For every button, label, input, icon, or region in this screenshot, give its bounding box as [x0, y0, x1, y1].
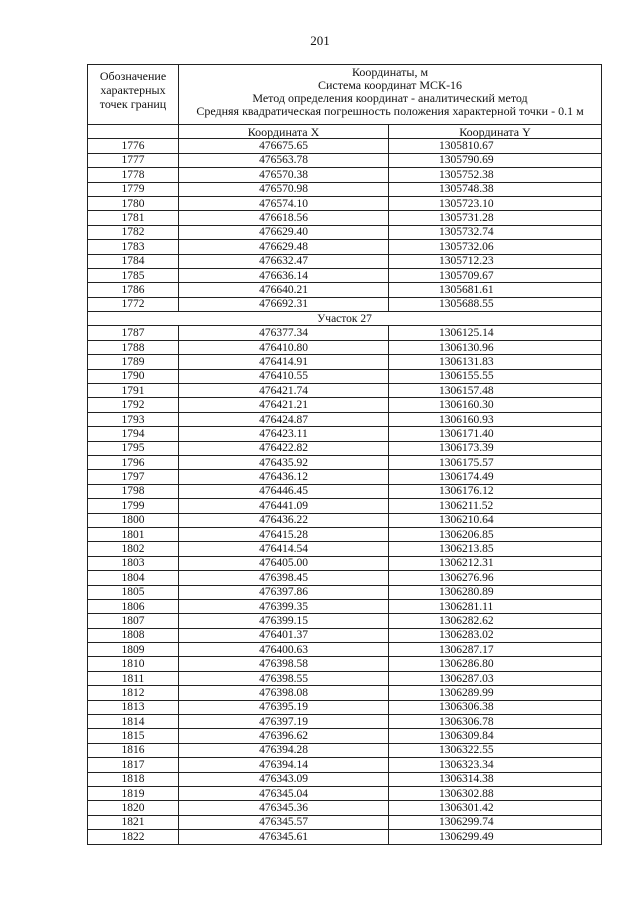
coordinate-y-cell: 1306281.11	[389, 599, 602, 613]
table-row	[88, 225, 602, 239]
coordinate-y-cell: 1306286.80	[389, 657, 602, 671]
table-row	[88, 211, 602, 225]
table-row	[88, 686, 602, 700]
table-row	[88, 599, 602, 613]
coordinate-x-cell: 476421.74	[179, 384, 389, 398]
coordinate-y-cell: 1306287.03	[389, 671, 602, 685]
point-id-cell: 1820	[88, 801, 179, 815]
coordinate-y-cell: 1305810.67	[389, 139, 602, 153]
coordinate-y-cell: 1306289.99	[389, 686, 602, 700]
point-id-cell: 1796	[88, 455, 179, 469]
table-row	[88, 786, 602, 800]
coordinate-x-cell: 476629.48	[179, 240, 389, 254]
table-row	[88, 671, 602, 685]
table-row	[88, 384, 602, 398]
coordinate-y-cell: 1306309.84	[389, 729, 602, 743]
coordinate-y-cell: 1305748.38	[389, 182, 602, 196]
coordinate-x-cell: 476632.47	[179, 254, 389, 268]
point-id-cell: 1801	[88, 527, 179, 541]
point-id-cell: 1787	[88, 326, 179, 340]
table-row	[88, 254, 602, 268]
point-id-cell: 1776	[88, 139, 179, 153]
coordinate-y-cell: 1306322.55	[389, 743, 602, 757]
coordinate-y-cell: 1306282.62	[389, 614, 602, 628]
point-id-cell: 1782	[88, 225, 179, 239]
table-row	[88, 412, 602, 426]
point-id-cell: 1806	[88, 599, 179, 613]
table-row	[88, 729, 602, 743]
point-id-cell: 1792	[88, 398, 179, 412]
coordinate-y-cell: 1306302.88	[389, 786, 602, 800]
coordinate-y-cell: 1306160.30	[389, 398, 602, 412]
coordinate-y-cell: 1306173.39	[389, 441, 602, 455]
point-id-cell: 1819	[88, 786, 179, 800]
coordinate-y-cell: 1306160.93	[389, 412, 602, 426]
point-id-cell: 1822	[88, 830, 179, 844]
coordinate-y-cell: 1306314.38	[389, 772, 602, 786]
table-row	[88, 182, 602, 196]
coordinate-y-cell: 1306299.74	[389, 815, 602, 829]
coordinate-x-cell: 476394.14	[179, 758, 389, 772]
coordinate-y-cell: 1306280.89	[389, 585, 602, 599]
coordinate-y-cell: 1305731.28	[389, 211, 602, 225]
coordinate-y-cell: 1306155.55	[389, 369, 602, 383]
point-label-line: характерных	[100, 83, 166, 97]
table-row	[88, 398, 602, 412]
coordinate-x-cell: 476640.21	[179, 283, 389, 297]
coordinate-y-cell: 1305712.23	[389, 254, 602, 268]
coordinate-x-cell: 476397.19	[179, 715, 389, 729]
coordinate-x-cell: 476345.61	[179, 830, 389, 844]
coordinate-x-cell: 476394.28	[179, 743, 389, 757]
coords-title-line: Метод определения координат - аналитический метод	[252, 91, 528, 105]
coords-title-line: Система координат МСК-16	[317, 78, 463, 92]
point-id-cell: 1808	[88, 628, 179, 642]
column-header-x: Координата X	[179, 125, 389, 139]
point-id-cell: 1818	[88, 772, 179, 786]
coordinate-x-cell: 476675.65	[179, 139, 389, 153]
point-id-cell: 1781	[88, 211, 179, 225]
coordinate-y-cell: 1305732.06	[389, 240, 602, 254]
coordinate-y-cell: 1305723.10	[389, 196, 602, 210]
table-row	[88, 801, 602, 815]
coordinate-x-cell: 476636.14	[179, 268, 389, 282]
point-id-cell: 1789	[88, 355, 179, 369]
coordinate-y-cell: 1306131.83	[389, 355, 602, 369]
coordinate-x-cell: 476399.35	[179, 599, 389, 613]
coordinate-x-cell: 476574.10	[179, 196, 389, 210]
point-id-cell: 1813	[88, 700, 179, 714]
table-row	[88, 240, 602, 254]
table-row	[88, 542, 602, 556]
coordinate-x-cell: 476423.11	[179, 427, 389, 441]
coordinate-y-cell: 1305709.67	[389, 268, 602, 282]
point-id-cell: 1814	[88, 715, 179, 729]
table-header-row	[88, 65, 602, 125]
coordinate-y-cell: 1306125.14	[389, 326, 602, 340]
table-row	[88, 513, 602, 527]
point-label-line: Обозначение	[99, 69, 167, 83]
coordinate-x-cell: 476401.37	[179, 628, 389, 642]
coordinate-y-cell: 1306213.85	[389, 542, 602, 556]
table-row	[88, 139, 602, 153]
coordinate-x-cell: 476692.31	[179, 297, 389, 311]
coordinate-y-cell: 1306211.52	[389, 499, 602, 513]
point-id-cell: 1772	[88, 297, 179, 311]
table-row	[88, 815, 602, 829]
point-id-cell: 1790	[88, 369, 179, 383]
coordinate-y-cell: 1306283.02	[389, 628, 602, 642]
coordinate-x-cell: 476377.34	[179, 326, 389, 340]
coordinate-x-cell: 476397.86	[179, 585, 389, 599]
coordinates-table	[87, 64, 602, 845]
point-id-cell: 1793	[88, 412, 179, 426]
coordinate-y-cell: 1306175.57	[389, 455, 602, 469]
table-row	[88, 571, 602, 585]
table-row	[88, 441, 602, 455]
coordinate-y-cell: 1306276.96	[389, 571, 602, 585]
point-id-cell: 1817	[88, 758, 179, 772]
coordinate-y-cell: 1306130.96	[389, 340, 602, 354]
coordinate-y-cell: 1305790.69	[389, 153, 602, 167]
point-id-cell: 1798	[88, 484, 179, 498]
section-row	[88, 312, 602, 326]
point-id-cell: 1807	[88, 614, 179, 628]
coordinate-y-cell: 1305732.74	[389, 225, 602, 239]
coordinate-y-cell: 1305688.55	[389, 297, 602, 311]
table-row	[88, 355, 602, 369]
table-row	[88, 628, 602, 642]
table-row	[88, 283, 602, 297]
table-row	[88, 758, 602, 772]
point-id-cell: 1791	[88, 384, 179, 398]
coordinate-x-cell: 476563.78	[179, 153, 389, 167]
point-id-cell: 1780	[88, 196, 179, 210]
coordinate-x-cell: 476410.80	[179, 340, 389, 354]
coordinate-x-cell: 476398.08	[179, 686, 389, 700]
coordinate-x-cell: 476436.12	[179, 470, 389, 484]
table-row	[88, 168, 602, 182]
table-row	[88, 700, 602, 714]
table-row	[88, 527, 602, 541]
coordinate-x-cell: 476421.21	[179, 398, 389, 412]
coordinate-x-cell: 476398.58	[179, 657, 389, 671]
coordinates-header	[179, 65, 602, 125]
coordinate-y-cell: 1305681.61	[389, 283, 602, 297]
point-id-cell: 1777	[88, 153, 179, 167]
point-id-cell: 1799	[88, 499, 179, 513]
coordinates-table-body	[88, 65, 602, 845]
table-row	[88, 427, 602, 441]
table-row	[88, 643, 602, 657]
point-id-cell: 1778	[88, 168, 179, 182]
coordinate-y-cell: 1306301.42	[389, 801, 602, 815]
point-id-cell: 1786	[88, 283, 179, 297]
coordinate-x-cell: 476424.87	[179, 412, 389, 426]
coordinate-x-cell: 476396.62	[179, 729, 389, 743]
coordinate-y-cell: 1306176.12	[389, 484, 602, 498]
table-row	[88, 470, 602, 484]
coordinate-y-cell: 1306174.49	[389, 470, 602, 484]
point-id-cell: 1810	[88, 657, 179, 671]
table-row	[88, 772, 602, 786]
table-row	[88, 297, 602, 311]
table-row	[88, 153, 602, 167]
table-row	[88, 455, 602, 469]
coordinate-x-cell: 476405.00	[179, 556, 389, 570]
coordinate-x-cell: 476345.04	[179, 786, 389, 800]
coordinate-y-cell: 1306299.49	[389, 830, 602, 844]
point-id-cell: 1809	[88, 643, 179, 657]
point-id-cell: 1785	[88, 268, 179, 282]
section-title: Участок 27	[88, 312, 602, 326]
table-row	[88, 499, 602, 513]
coordinate-x-cell: 476629.40	[179, 225, 389, 239]
coordinate-y-cell: 1305752.38	[389, 168, 602, 182]
coordinate-y-cell: 1306212.31	[389, 556, 602, 570]
column-header-row	[88, 125, 602, 139]
coordinate-y-cell: 1306171.40	[389, 427, 602, 441]
coordinate-x-cell: 476343.09	[179, 772, 389, 786]
coordinate-x-cell: 476345.36	[179, 801, 389, 815]
point-id-cell: 1816	[88, 743, 179, 757]
coordinate-y-cell: 1306287.17	[389, 643, 602, 657]
coordinate-x-cell: 476435.92	[179, 455, 389, 469]
table-row	[88, 196, 602, 210]
table-row	[88, 556, 602, 570]
point-id-cell: 1784	[88, 254, 179, 268]
coordinate-y-cell: 1306323.34	[389, 758, 602, 772]
point-id-cell: 1815	[88, 729, 179, 743]
coordinate-x-cell: 476410.55	[179, 369, 389, 383]
column-header-y: Координата Y	[389, 125, 602, 139]
coordinate-x-cell: 476395.19	[179, 700, 389, 714]
point-id-cell: 1805	[88, 585, 179, 599]
coordinate-x-cell: 476618.56	[179, 211, 389, 225]
column-header-empty	[88, 125, 179, 139]
table-row	[88, 585, 602, 599]
coordinate-y-cell: 1306306.38	[389, 700, 602, 714]
table-row	[88, 369, 602, 383]
coordinate-x-cell: 476441.09	[179, 499, 389, 513]
table-row	[88, 614, 602, 628]
table-row	[88, 715, 602, 729]
coordinate-y-cell: 1306210.64	[389, 513, 602, 527]
coordinate-y-cell: 1306306.78	[389, 715, 602, 729]
page-number: 201	[310, 33, 330, 48]
coordinate-y-cell: 1306206.85	[389, 527, 602, 541]
table-row	[88, 268, 602, 282]
point-id-cell: 1800	[88, 513, 179, 527]
coordinate-x-cell: 476398.55	[179, 671, 389, 685]
coordinate-x-cell: 476414.54	[179, 542, 389, 556]
point-id-cell: 1804	[88, 571, 179, 585]
point-id-cell: 1821	[88, 815, 179, 829]
point-id-cell: 1797	[88, 470, 179, 484]
point-id-cell: 1795	[88, 441, 179, 455]
coordinate-x-cell: 476398.45	[179, 571, 389, 585]
point-id-cell: 1812	[88, 686, 179, 700]
point-id-cell: 1788	[88, 340, 179, 354]
point-label-line: точек границ	[99, 97, 167, 111]
point-designation-header	[88, 65, 179, 125]
coordinate-x-cell: 476446.45	[179, 484, 389, 498]
point-id-cell: 1803	[88, 556, 179, 570]
point-id-cell: 1794	[88, 427, 179, 441]
point-id-cell: 1779	[88, 182, 179, 196]
table-row	[88, 326, 602, 340]
coords-title-line: Координаты, м	[351, 65, 429, 79]
coordinate-x-cell: 476415.28	[179, 527, 389, 541]
coordinate-x-cell: 476436.22	[179, 513, 389, 527]
table-row	[88, 830, 602, 844]
coordinate-x-cell: 476570.98	[179, 182, 389, 196]
coordinate-x-cell: 476345.57	[179, 815, 389, 829]
point-id-cell: 1783	[88, 240, 179, 254]
table-row	[88, 657, 602, 671]
coordinate-x-cell: 476414.91	[179, 355, 389, 369]
coordinate-y-cell: 1306157.48	[389, 384, 602, 398]
coordinate-x-cell: 476400.63	[179, 643, 389, 657]
coordinate-x-cell: 476570.38	[179, 168, 389, 182]
coordinate-x-cell: 476422.82	[179, 441, 389, 455]
coordinate-x-cell: 476399.15	[179, 614, 389, 628]
table-row	[88, 340, 602, 354]
table-row	[88, 743, 602, 757]
table-row	[88, 484, 602, 498]
point-id-cell: 1802	[88, 542, 179, 556]
point-id-cell: 1811	[88, 671, 179, 685]
coords-title-line: Средняя квадратическая погрешность положения характерной точки - 0.1 м	[196, 104, 584, 118]
